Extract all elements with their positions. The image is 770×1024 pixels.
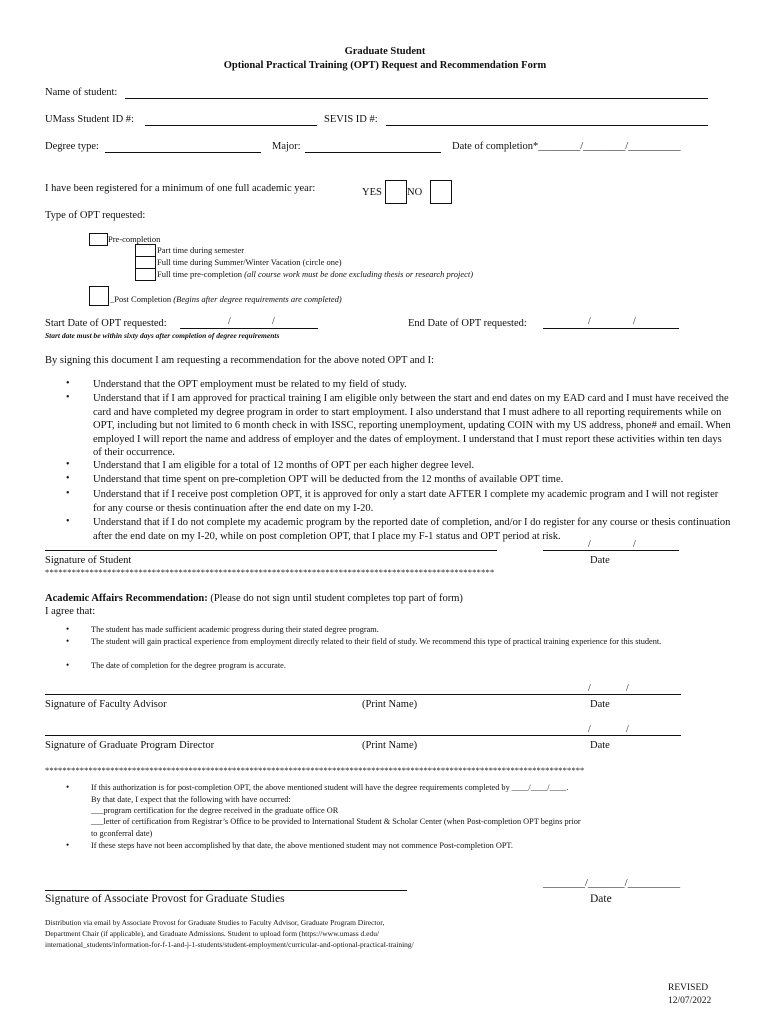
full-time-pre-checkbox[interactable] [135,268,156,281]
form-subtitle: Optional Practical Training (OPT) Request and Recommendation Form [223,60,547,71]
provost-date-field[interactable]: ________/_______/__________ [543,878,681,889]
umass-id-label: UMass Student ID #: [45,114,134,125]
director-print-name-label: (Print Name) [362,740,418,751]
student-date-slash-2: / [633,539,636,550]
bullet: • [66,516,70,527]
no-checkbox[interactable] [430,180,452,204]
academic-item: The student has made sufficient academic progress during their stated degree program. [91,625,379,634]
no-label: NO [407,187,423,198]
director-signature-label: Signature of Graduate Program Director [45,740,215,751]
post-item: If this authorization is for post-completion OPT, the above mentioned student will have the degree requirements completed by ____/____/____. [91,783,569,792]
end-date-slash-1: / [588,316,591,327]
provost-signature-field[interactable] [45,890,407,891]
post-sub-line: By that date, I expect that the following with have occurred: [91,795,291,804]
degree-type-label: Degree type: [45,141,99,152]
post-sub-line: to gconferral date) [91,829,153,838]
major-field[interactable] [305,152,441,153]
student-signature-label: Signature of Student [45,555,132,566]
bullet: • [66,378,70,389]
faculty-date-label: Date [590,699,610,710]
agreement-item: Understand that time spent on pre-completion OPT will be deducted from the 12 months of available OPT time. [93,474,564,485]
post-completion-note: (Begins after degree requirements are completed) [173,294,342,304]
form-title: Graduate Student [344,46,426,57]
end-date-field[interactable] [543,328,679,329]
bullet: • [66,636,70,646]
faculty-date-slash-1: / [588,683,591,694]
yes-checkbox[interactable] [385,180,407,204]
director-date-slash-1: / [588,724,591,735]
start-date-field[interactable] [180,328,318,329]
name-label: Name of student: [45,87,118,98]
agree-label: I agree that: [45,606,96,617]
faculty-signature-field[interactable] [45,694,575,695]
bullet: • [66,473,70,484]
faculty-date-slash-2: / [626,683,629,694]
director-date-slash-2: / [626,724,629,735]
opt-type-label: Type of OPT requested: [45,210,146,221]
distribution-line: international_students/information-for-f-1-and-j-1-students/student-employment/curricular-and-optional-practical-training/ [45,940,414,949]
name-field[interactable] [125,98,708,99]
start-date-slash-2: / [272,316,275,327]
post-completion-checkbox[interactable] [89,286,109,306]
agreement-intro: By signing this document I am requesting a recommendation for the above noted OPT and I: [45,355,435,366]
end-date-slash-2: / [633,316,636,327]
divider-stars: **************************************************************************************************************************** [45,765,585,775]
agreement-item: Understand that the OPT employment must be related to my field of study. [93,379,407,390]
pre-completion-checkbox[interactable] [89,233,108,246]
post-sub-line: ___program certification for the degree received in the graduate office OR [91,806,339,815]
student-date-field[interactable] [543,550,679,551]
post-sub-line: ___letter of certification from Registrar’s Office to be provided to International Student & Scholar Center (when Post-completion OPT begins prior [91,817,581,826]
sevis-field[interactable] [386,125,708,126]
provost-date-label: Date [590,893,612,905]
agreement-item: Understand that if I receive post completion OPT, it is approved for only a start date AFTER I complete my academic program and I will not register for any course or thesis continuation after the end date on my I-20. [93,489,719,514]
pre-completion-note: (all course work must be done excluding thesis or research project) [244,269,474,279]
pre-completion-label: Pre-completion [108,234,161,244]
bullet: • [66,392,70,403]
registered-question: I have been registered for a minimum of one full academic year: [45,183,316,194]
end-date-label: End Date of OPT requested: [408,318,527,329]
director-date-label: Date [590,740,610,751]
faculty-signature-label: Signature of Faculty Advisor [45,699,167,710]
revised-date: 12/07/2022 [668,996,712,1006]
bullet: • [66,459,70,470]
divider-stars: ***************************************************************************************************** [45,567,495,577]
faculty-print-name-label: (Print Name) [362,699,418,710]
agreement-item: Understand that if I am approved for practical training I am eligible only between the start and end dates on my EAD card and I must have received the card and have completed my degree program in order to start employment. I also understand that I must adhere to all reporting requirements while on OPT, including but not limited to 6 month check in with ISSC, reporting unemployment, updating COIN with my US address, phone# and email. When employed I will report the name and address of employer and the dates of employment. I understand that I must report these activities within ten days of their occurrence. [93,393,731,458]
major-label: Major: [272,141,301,152]
revised-label: REVISED [668,983,709,993]
provost-signature-label: Signature of Associate Provost for Graduate Studies [45,893,285,905]
start-date-label: Start Date of OPT requested: [45,318,167,329]
start-date-slash-1: / [228,316,231,327]
full-time-vacation-label: Full time during Summer/Winter Vacation (circle one) [157,257,342,267]
yes-label: YES [362,187,382,198]
bullet: • [66,624,70,634]
academic-item: The date of completion for the degree program is accurate. [91,661,286,670]
agreement-item: Understand that if I do not complete my academic program by the reported date of completion, and/or I do register for any course or thesis continuation after the end date on my I-20, while on post completion OPT, that I place my F-1 status and OPT period at risk. [93,517,731,542]
academic-title-row [45,593,463,604]
start-date-note: Start date must be within sixty days after completion of degree requirements [45,331,280,340]
completion-date-field[interactable]: Date of completion*________/________/__________ [452,141,681,152]
post-item: If these steps have not been accomplished by that date, the above mentioned student may not commence Post-completion OPT. [91,841,513,850]
faculty-date-field[interactable] [575,694,681,695]
director-signature-field[interactable] [45,735,575,736]
student-date-label: Date [590,555,610,566]
bullet: • [66,782,70,792]
distribution-line: Department Chair (if applicable), and Graduate Admissions. Student to upload form (https://www.umass d.edu/ [45,929,380,938]
student-date-slash-1: / [588,539,591,550]
bullet: • [66,840,70,850]
student-signature-field[interactable] [45,550,497,551]
post-completion-label: _Post Completion (Begins after degree requirements are completed) [110,294,342,304]
sevis-label: SEVIS ID #: [324,114,378,125]
bullet: • [66,660,70,670]
agreement-item: Understand that I am eligible for a total of 12 months of OPT per each higher degree level. [93,460,475,471]
part-time-label: Part time during semester [157,245,245,255]
academic-title: Academic Affairs Recommendation: [45,593,208,604]
academic-title-note: (Please do not sign until student completes top part of form) [210,593,463,604]
full-time-pre-label: Full time pre-completion (all course work must be done excluding thesis or research project) [157,269,474,279]
director-date-field[interactable] [575,735,681,736]
degree-type-field[interactable] [105,152,261,153]
bullet: • [66,488,70,499]
distribution-line: Distribution via email by Associate Provost for Graduate Studies to Faculty Advisor, Graduate Program Director, [45,918,385,927]
academic-item: The student will gain practical experience from employment directly related to their field of study. We recommend this type of practical training experience for this student. [91,637,662,646]
umass-id-field[interactable] [145,125,317,126]
